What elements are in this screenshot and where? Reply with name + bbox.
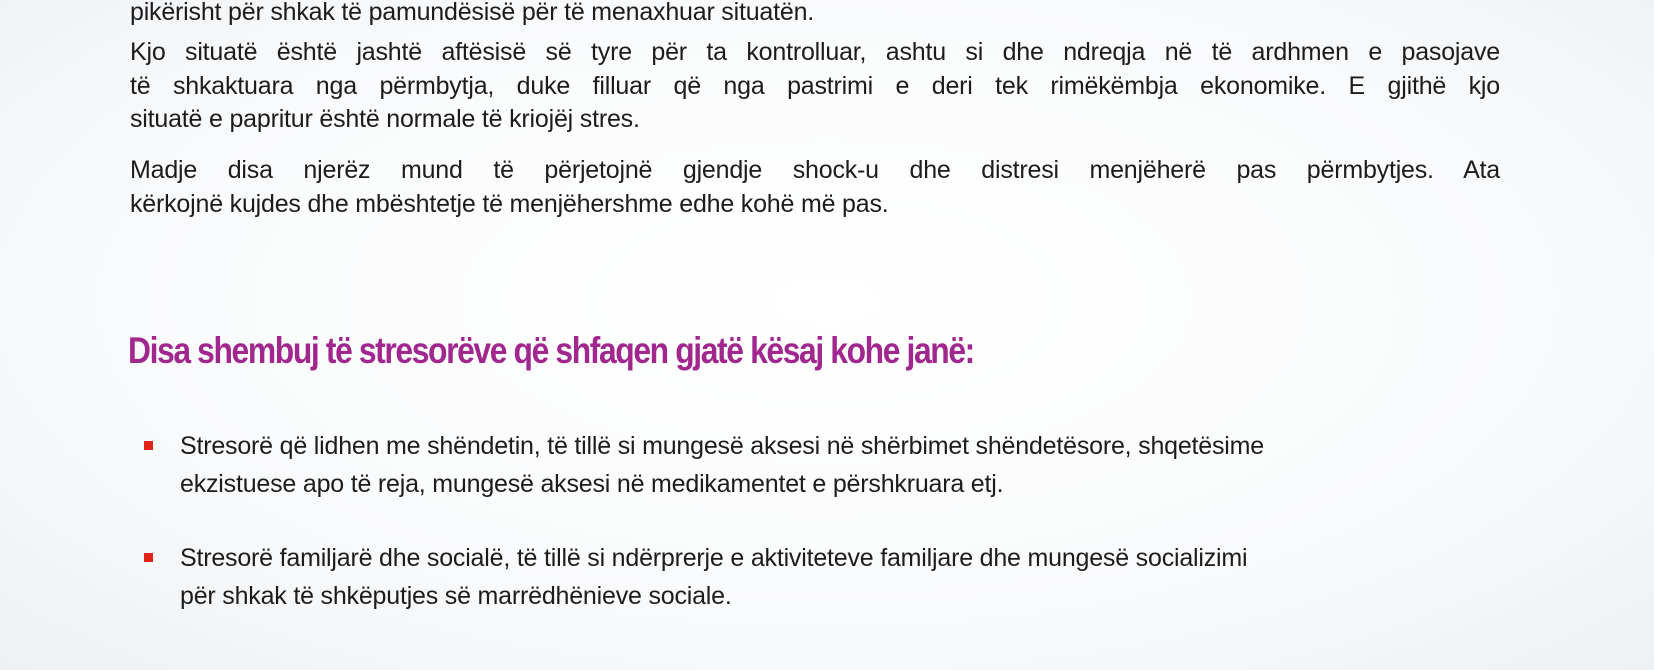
body-paragraph <box>130 36 1500 137</box>
intro-paragraph <box>130 0 1500 30</box>
square-bullet-icon <box>144 441 153 450</box>
text-line: situatë e papritur është normale të kriojëj stres. <box>130 105 640 133</box>
text-line: pikërisht për shkak të pamundësisë për të menaxhuar situatën. <box>130 0 815 26</box>
text-line: kërkojnë kujdes dhe mbështetje të menjëhershme edhe kohë më pas. <box>130 189 889 218</box>
section-heading: Disa shembuj të stresorëve që shfaqen gjatë kësaj kohe janë: <box>128 330 974 371</box>
list-item <box>144 427 1504 503</box>
text-line: ekzistuese apo të reja, mungesë aksesi në medikamentet e përshkruara etj. <box>180 470 1004 498</box>
list-item <box>144 539 1504 615</box>
text-line: Madje disa njerëz mund të përjetojnë gjendje shock-u dhe distresi menjëherë pas përmbytjes. Ata <box>130 156 1500 184</box>
square-bullet-icon <box>144 553 153 562</box>
body-paragraph <box>130 154 1500 221</box>
text-line: për shkak të shkëputjes së marrëdhënieve sociale. <box>180 582 732 610</box>
text-line: Stresorë familjarë dhe socialë, të tillë si ndërprerje e aktiviteteve familjare dhe mungesë socializimi <box>180 544 1248 572</box>
text-line: Stresorë që lidhen me shëndetin, të tillë si mungesë aksesi në shërbimet shëndetësore, shqetësime <box>180 432 1264 460</box>
text-line: të shkaktuara nga përmbytja, duke filluar që nga pastrimi e deri tek rimëkëmbja ekonomike. E gjithë kjo <box>130 71 1500 100</box>
bullet-list <box>144 427 1504 651</box>
text-line: Kjo situatë është jashtë aftësisë së tyre për ta kontrolluar, ashtu si dhe ndreqja në të ardhmen e pasojave <box>130 38 1500 66</box>
